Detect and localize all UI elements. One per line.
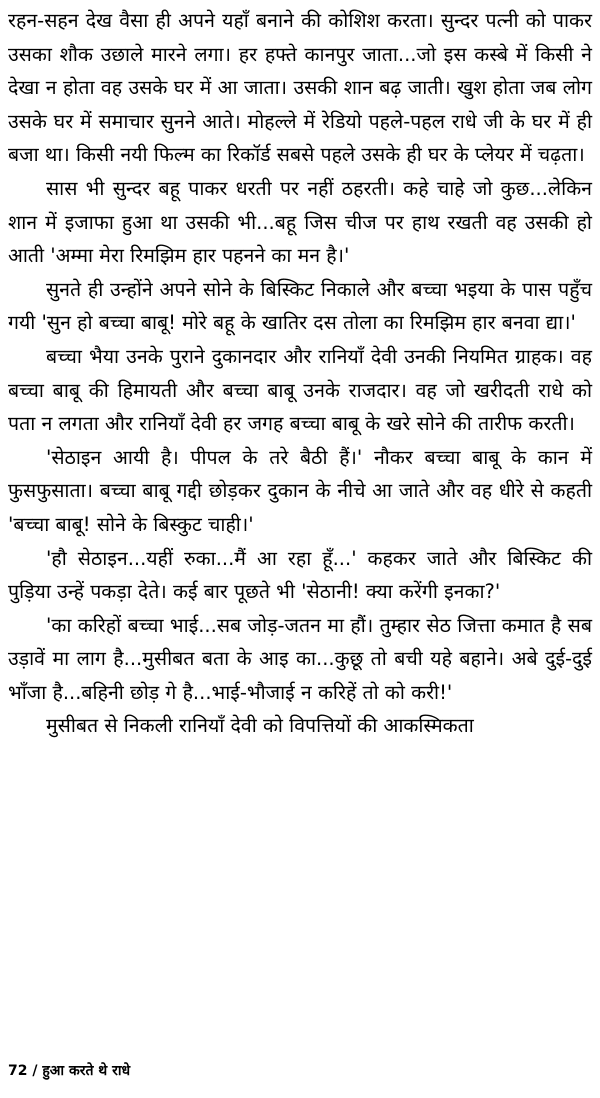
paragraph-6: 'हौ सेठाइन...यहीं रुका...मैं आ रहा हूँ...' कहकर जाते और बिस्किट की पुड़िया उन्हें पकड़ा देते। कई बार पूछते भी 'सेठानी! क्या करेंगी इनका?' <box>8 546 592 604</box>
paragraph-4: बच्चा भैया उनके पुराने दुकानदार और रानियाँ देवी उनकी नियमित ग्राहक। वह बच्चा बाबू की हिमायती और बच्चा बाबू उनके राजदार। वह जो खरीदती राधे को पता न लगता और रानियाँ देवी हर जगह बच्चा बाबू के खरे सोने की तारीफ करती। <box>8 344 592 436</box>
paragraph-8: मुसीबत से निकली रानियाँ देवी को विपत्तियों की आकस्मिकता <box>46 714 474 738</box>
paragraph-2: सास भी सुन्दर बहू पाकर धरती पर नहीं ठहरती। कहे चाहे जो कुछ...लेकिन शान में इजाफा हुआ था उसकी भी...बहू जिस चीज पर हाथ रखती वह उसकी हो आती 'अम्मा मेरा रिमझिम हार पहनने का मन है।' <box>8 176 592 268</box>
paragraph-5: 'सेठाइन आयी है। पीपल के तरे बैठी हैं।' नौकर बच्चा बाबू के कान में फुसफुसाता। बच्चा बाबू गद्दी छोड़कर दुकान के नीचे आ जाते और वह धीरे से कहती 'बच्चा बाबू! सोने के बिस्कुट चाही।' <box>8 445 592 536</box>
body-text <box>8 4 592 743</box>
paragraph-7: 'का करिहों बच्चा भाई...सब जोड़-जतन मा हौं। तुम्हार सेठ जित्ता कमात है सब उड़ावें मा लाग है...मुसीबत बता के आइ का...कुछू तो बची यहे बहाने। अबे दुई-दुई भाँजा है...बहिनी छोड़ गे है...भाई-भौजाई न करिहें तो को करी!' <box>8 613 592 704</box>
paragraph-3: सुनते ही उन्होंने अपने सोने के बिस्किट निकाले और बच्चा भइया के पास पहुँच गयी 'सुन हो बच्चा बाबू! मोरे बहू के खातिर दस तोला का रिमझिम हार बनवा द्या।' <box>8 277 592 335</box>
page-footer-folio: 72 / हुआ करते थे राधे <box>8 1063 131 1079</box>
paragraph-1: रहन-सहन देख वैसा ही अपने यहाँ बनाने की कोशिश करता। सुन्दर पत्नी को पाकर उसका शौक उछाले मारने लगा। हर हफ्ते कानपुर जाता...जो इस कस्बे में किसी ने देखा न होता वह उसके घर में आ जाता। उसकी शान बढ़ जाती। खुश होता जब लोग उसके घर में समाचार सुनने आते। मोहल्ले में रेडियो पहले-पहल राधे जी के घर में ही बजा था। किसी नयी फिल्म का रिकॉर्ड सबसे पहले उसके ही घर के प्लेयर में चढ़ता। <box>8 9 592 167</box>
